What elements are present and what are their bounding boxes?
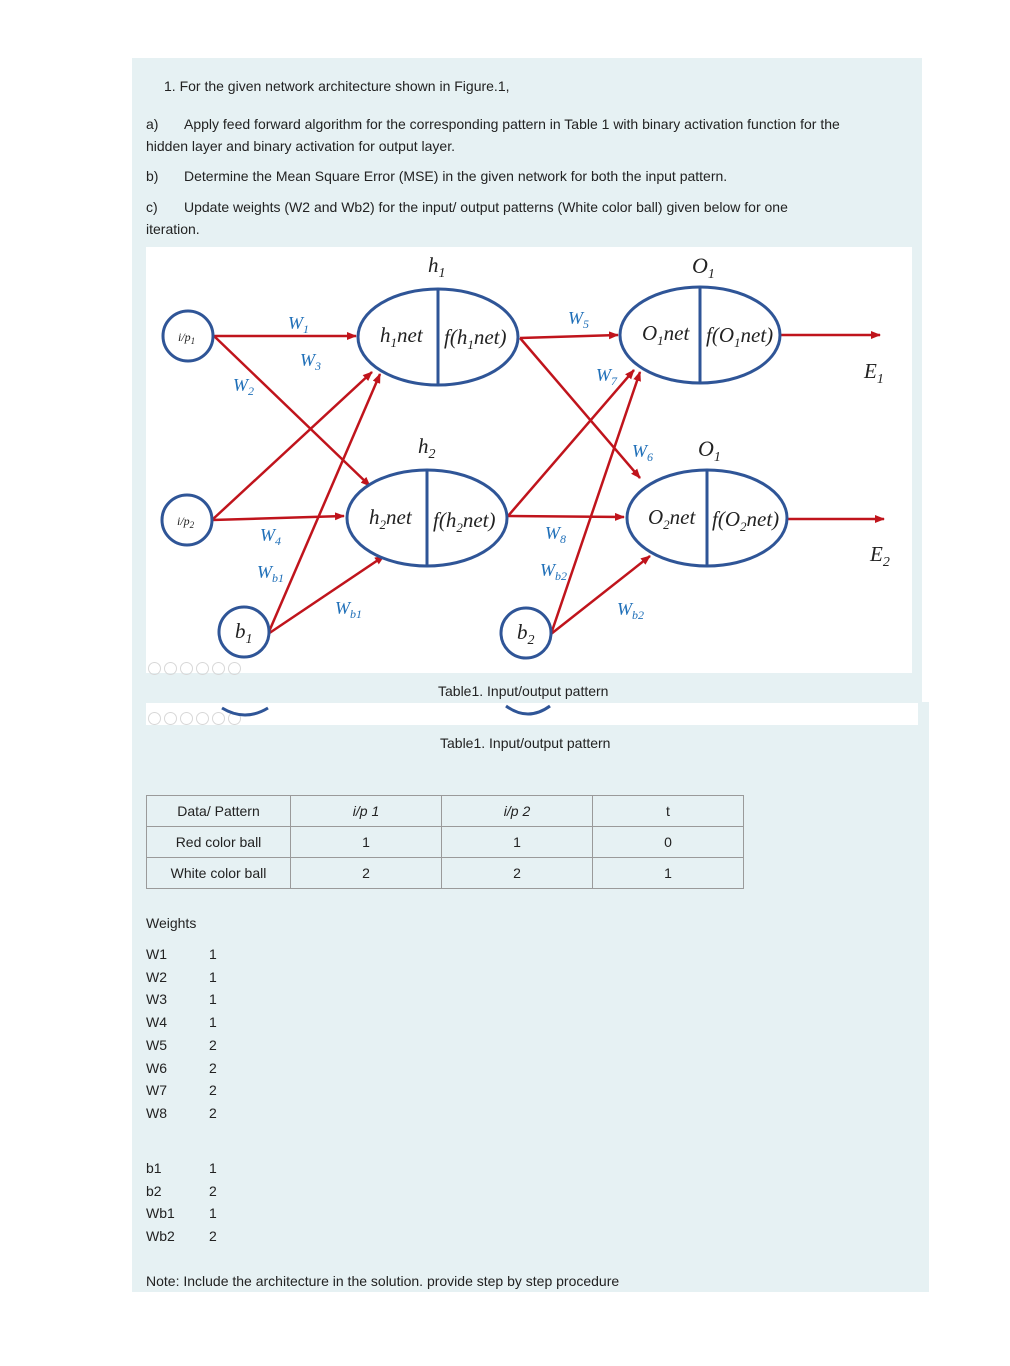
header-cell: i/p 2 — [442, 796, 593, 827]
part-a-text-line2: hidden layer and binary activation for output layer. — [146, 138, 455, 154]
bias-value: 2 — [209, 1228, 217, 1245]
hidden-layer-2-title: $h_2$ — [418, 434, 436, 462]
h2-activation-label: $f(h_2net)$ — [433, 508, 496, 535]
part-c-text-line2: iteration. — [146, 221, 200, 237]
table-cell: Red color ball — [147, 827, 291, 858]
weight-w2-label: $W_2$ — [233, 375, 254, 398]
weight-name: W4 — [146, 1014, 167, 1031]
weight-wb2-label-a: $W_{b2}$ — [540, 560, 567, 583]
o1-activation-label: $f(O_1net)$ — [706, 323, 774, 350]
bias-name: b1 — [146, 1160, 162, 1176]
table-cell: 1 — [291, 827, 442, 858]
bias-row — [146, 1225, 217, 1248]
weight-w6-label: $W_6$ — [632, 441, 653, 464]
weight-w8-label: $W_8$ — [545, 523, 566, 546]
header-cell: i/p 1 — [291, 796, 442, 827]
io-pattern-table — [146, 795, 744, 889]
bias-list — [146, 1157, 217, 1248]
weight-w7-label: $W_7$ — [596, 365, 617, 388]
bias-node-1-label: $b_1$ — [235, 619, 253, 647]
table-caption-duplicate: Table1. Input/output pattern — [438, 683, 609, 699]
table-header-row — [147, 796, 744, 827]
weight-name: W5 — [146, 1036, 167, 1053]
question-intro: 1. For the given network architecture shown in Figure.1, — [164, 78, 510, 94]
h1-net-label: $h_1net$ — [380, 323, 423, 350]
weight-name: W1 — [146, 946, 167, 962]
error-2-label: $E_2$ — [870, 542, 890, 570]
part-a-label: a) — [146, 116, 159, 132]
clipped-arc-b1 — [222, 708, 268, 715]
table-cell: 0 — [593, 827, 744, 858]
output-layer-1-title: $O_1$ — [692, 253, 715, 282]
weight-value: 2 — [209, 1082, 217, 1099]
weight-row — [146, 1079, 217, 1102]
weight-value: 2 — [209, 1059, 217, 1076]
table-row — [147, 827, 744, 858]
clipped-arc-b2 — [506, 706, 550, 714]
note-text: Note: Include the architecture in the solution. provide step by step procedure — [146, 1273, 620, 1289]
h2-net-label: $h_2net$ — [369, 505, 412, 532]
weight-name: W8 — [146, 1104, 167, 1121]
table-row — [147, 858, 744, 889]
weight-value: 1 — [209, 1014, 217, 1031]
weight-row — [146, 1057, 217, 1080]
bias-name: Wb1 — [146, 1205, 175, 1222]
weights-title: Weights — [146, 915, 197, 931]
bias-node-2-label: $b_2$ — [517, 620, 535, 648]
table-cell: 1 — [442, 827, 593, 858]
table-cell: 2 — [291, 858, 442, 889]
weight-row — [146, 1102, 217, 1125]
input-node-1-label: $i/p_1$ — [178, 330, 196, 346]
input-node-2-label: $i/p_2$ — [177, 514, 195, 530]
bias-value: 1 — [209, 1160, 217, 1176]
bias-value: 2 — [209, 1182, 217, 1199]
weight-name: W2 — [146, 968, 167, 985]
h1-activation-label: $f(h_1net)$ — [444, 325, 507, 352]
bias-row — [146, 1202, 217, 1225]
table-cell: 2 — [442, 858, 593, 889]
weight-name: W6 — [146, 1059, 167, 1076]
weight-wb1-label-a: $W_{b1}$ — [257, 562, 284, 585]
table-cell: 1 — [593, 858, 744, 889]
output-layer-2-title: $O_1$ — [698, 436, 721, 465]
weight-wb2-label-b: $W_{b2}$ — [617, 599, 644, 622]
o1-net-label: $O_1net$ — [642, 321, 690, 348]
part-c-label: c) — [146, 199, 158, 215]
o2-net-label: $O_2net$ — [648, 505, 696, 532]
weights-list — [146, 943, 217, 1125]
weight-value: 2 — [209, 1104, 217, 1121]
o2-activation-label: $f(O_2net)$ — [712, 507, 780, 534]
weight-row — [146, 988, 217, 1011]
bias-row — [146, 1180, 217, 1203]
error-1-label: $E_1$ — [864, 359, 884, 387]
weight-wb1-label-b: $W_{b1}$ — [335, 598, 362, 621]
part-a-text-line1: Apply feed forward algorithm for the corresponding pattern in Table 1 with binary activation function for the — [184, 116, 840, 132]
weight-row — [146, 966, 217, 989]
bias-value: 1 — [209, 1205, 217, 1222]
table-caption: Table1. Input/output pattern — [440, 735, 611, 751]
weight-value: 2 — [209, 1036, 217, 1053]
weight-value: 1 — [209, 946, 217, 962]
weight-name: W7 — [146, 1082, 167, 1099]
table-cell: White color ball — [147, 858, 291, 889]
part-b-text: Determine the Mean Square Error (MSE) in the given network for both the input pattern. — [184, 168, 728, 184]
weight-value: 1 — [209, 968, 217, 985]
weight-row — [146, 943, 217, 966]
bias-name: b2 — [146, 1182, 162, 1199]
part-b-label: b) — [146, 168, 159, 184]
bias-row — [146, 1157, 217, 1180]
weight-value: 1 — [209, 991, 217, 1008]
weight-row — [146, 1011, 217, 1034]
weight-w1-label: $W_1$ — [288, 313, 309, 336]
hidden-layer-1-title: $h_1$ — [428, 253, 446, 281]
weight-w4-label: $W_4$ — [260, 525, 281, 548]
header-cell: t — [593, 796, 744, 827]
bias-name: Wb2 — [146, 1228, 175, 1245]
header-cell: Data/ Pattern — [147, 796, 291, 827]
weight-row — [146, 1034, 217, 1057]
weight-name: W3 — [146, 991, 167, 1008]
part-c-text-line1: Update weights (W2 and Wb2) for the input/ output patterns (White color ball) given below for one — [184, 199, 788, 215]
weight-w3-label: $W_3$ — [300, 350, 321, 373]
weight-w5-label: $W_5$ — [568, 308, 589, 331]
